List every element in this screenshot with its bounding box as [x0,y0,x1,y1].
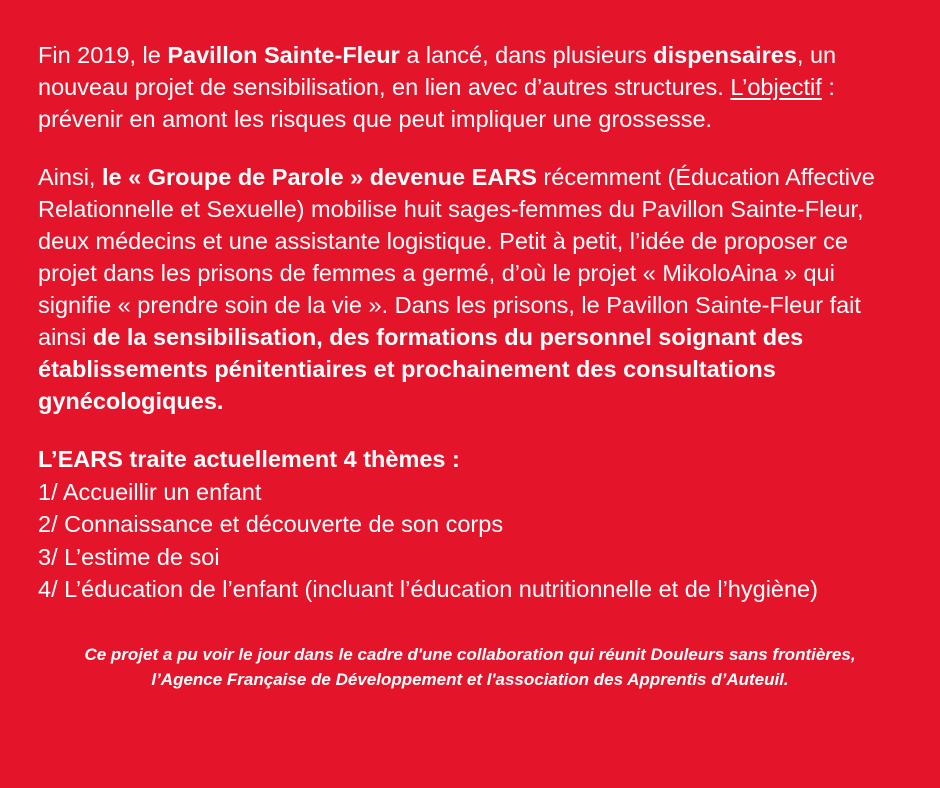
theme-item-2: 2/ Connaissance et découverte de son corps [38,511,504,538]
footnote-line-2: l’Agence Française de Développement et l'association des Apprentis d’Auteuil. [151,670,789,690]
theme-item-3: 3/ L’estime de soi [38,543,220,570]
theme-item-1: 1/ Accueillir un enfant [38,478,262,505]
themes-list [38,443,902,605]
paragraph-intro [38,40,902,136]
intro-text-1: Fin 2019, le [38,42,168,68]
ears-text-2: récemment (Éducation Affective Relationnelle et Sexuelle) mobilise huit sages-femmes du Pavillon Sainte-Fleur, deux médecins et une assistante logistique. Petit à petit, l’idée de proposer ce projet dans les prisons de femmes a germé, d’où le projet « MikoloAina » qui signifie « prendre soin de la vie ». Dans les prisons, le Pavillon Sainte-Fleur fait ainsi [38,163,875,350]
theme-item-4: 4/ L’éducation de l’enfant (incluant l’éducation nutritionnelle et de l’hygiène) [38,576,818,603]
footnote-line-1: Ce projet a pu voir le jour dans le cadre d'une collaboration qui réunit Douleurs sans frontières, [84,644,856,664]
footnote-credits [38,642,902,693]
intro-bold-dispensaires: dispensaires [653,42,797,68]
intro-underline-objectif: L’objectif [730,73,822,100]
ears-bold-actions: de la sensibilisation, des formations du personnel soignant des établissements pénitentiaires et prochainement des consultations gynécologiques. [38,323,804,414]
intro-text-3: , un nouveau projet de sensibilisation, en lien avec d’autres structures. [38,42,837,100]
intro-text-4: : prévenir en amont les risques que peut impliquer une grossesse. [38,73,835,132]
themes-heading: L’EARS traite actuellement 4 thèmes : [38,446,460,473]
intro-bold-pavillon: Pavillon Sainte-Fleur [167,42,400,68]
paragraph-ears [38,162,902,418]
ears-text-1: Ainsi, [38,163,102,190]
ears-bold-groupe-parole: le « Groupe de Parole » devenue EARS [102,163,537,190]
intro-text-2: a lancé, dans plusieurs [399,42,654,68]
